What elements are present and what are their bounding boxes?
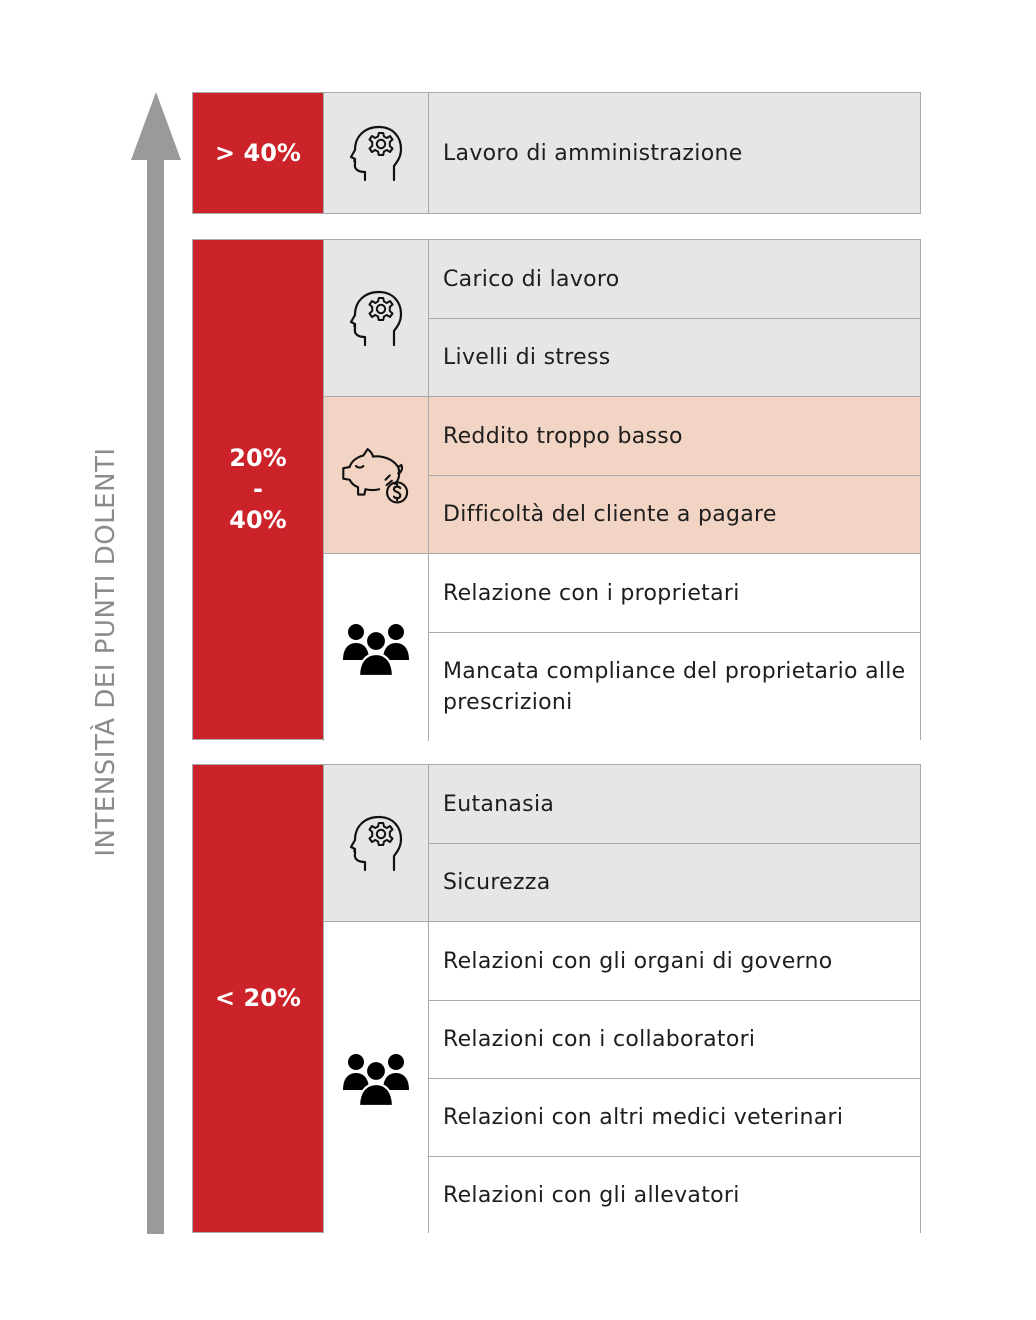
group-mental <box>323 240 920 396</box>
list-item: Reddito troppo basso <box>443 423 683 449</box>
list-item: Mancata compliance del proprietario alle prescrizioni <box>429 632 920 741</box>
list-item: Eutanasia <box>443 791 555 817</box>
icon-cell <box>323 554 429 741</box>
icon-cell <box>323 240 429 396</box>
group-relational <box>323 921 920 1233</box>
list-item: Relazioni con altri medici veterinari <box>429 1078 920 1156</box>
tier-label-line: 40% <box>229 506 287 534</box>
arrow-head-icon <box>131 92 181 160</box>
people-group-icon <box>341 1049 411 1107</box>
list-item: Relazioni con gli allevatori <box>429 1156 920 1233</box>
piggy-bank-dollar-icon <box>340 446 412 504</box>
arrow-shaft <box>147 156 164 1234</box>
intensity-arrow <box>131 92 181 1234</box>
list-item: Lavoro di amministrazione <box>443 140 743 166</box>
head-gear-icon <box>345 121 407 185</box>
list-item: Difficoltà del cliente a pagare <box>429 475 920 553</box>
tier-block-medium <box>192 239 921 740</box>
people-group-icon <box>341 619 411 677</box>
tier-label-line: 20% <box>229 444 287 472</box>
list-item: Sicurezza <box>429 843 920 921</box>
tier-block-low <box>192 764 921 1233</box>
tier-block-high <box>192 92 921 214</box>
icon-cell <box>323 765 429 921</box>
group-mental <box>323 765 920 921</box>
head-gear-icon <box>345 811 407 875</box>
icon-cell <box>323 922 429 1233</box>
list-item: Carico di lavoro <box>443 266 620 292</box>
icon-cell <box>323 93 429 213</box>
list-item: Relazione con i proprietari <box>443 580 740 606</box>
tier-label-low: < 20% <box>193 765 323 1232</box>
icon-cell <box>323 397 429 553</box>
list-item: Livelli di stress <box>429 318 920 396</box>
group-financial <box>323 396 920 553</box>
group-mental <box>323 93 920 213</box>
tier-label-medium <box>193 240 323 739</box>
list-item: Relazioni con gli organi di governo <box>443 948 833 974</box>
tier-label-line: - <box>253 475 263 503</box>
head-gear-icon <box>345 286 407 350</box>
tier-label-high: > 40% <box>193 93 323 213</box>
group-relational <box>323 553 920 741</box>
axis-label: INTENSITÀ DEI PUNTI DOLENTI <box>91 447 121 857</box>
list-item: Relazioni con i collaboratori <box>429 1000 920 1078</box>
